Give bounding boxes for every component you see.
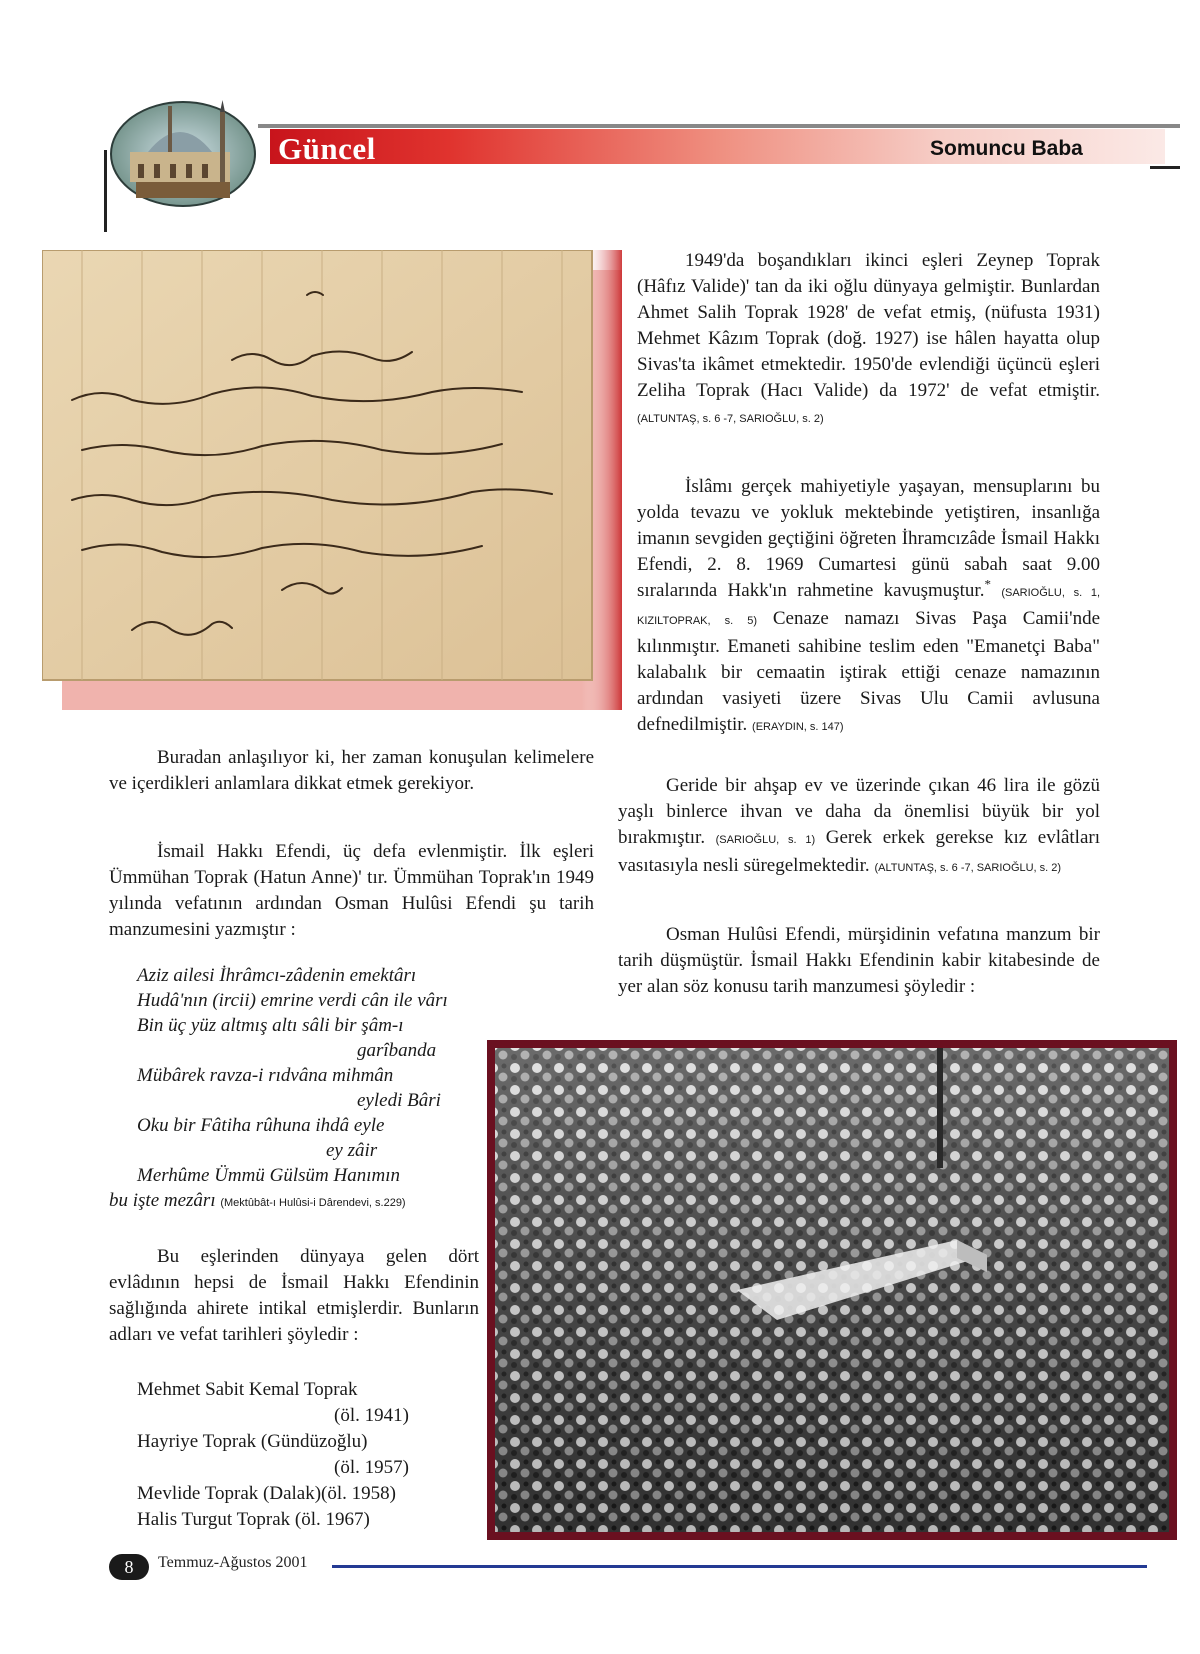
paragraph-children xyxy=(109,1244,479,1348)
list-item: Halis Turgut Toprak (öl. 1967) xyxy=(137,1509,370,1530)
poem-line: bu işte mezârı xyxy=(109,1190,216,1211)
poem-line: Mübârek ravza-i rıdvâna mihmân xyxy=(137,1065,394,1086)
footnote-star: * xyxy=(984,576,991,592)
paragraph-legacy xyxy=(618,773,1100,881)
citation: (Mektûbât-ı Hulûsi-i Dârendevi, s.229) xyxy=(220,1197,406,1209)
paragraph-text: 1949'da boşandıkları ikinci eşleri Zeynep Toprak (Hâfız Valide)' tan da iki oğlu dünyaya gelmiştir. Bunlardan Ahmet Salih Toprak 1928' de vefat etmiş, (nüfusta 1931) Mehmet Kâzım Toprak (doğ. 1927) ise hâlen hayatta olup Sivas'ta ikâmet etmektedir. 1950'de evlendiği üçüncü eşleri Zeliha Toprak (Hacı Valide) da 1972' de vefat etmiştir. xyxy=(637,250,1100,401)
poem-line: Aziz ailesi İhrâmcı-zâdenin emektârı xyxy=(137,965,417,986)
list-item: Mevlide Toprak (Dalak)(öl. 1958) xyxy=(137,1483,396,1504)
paragraph-text: İsmail Hakkı Efendi, üç defa evlenmiştir. İlk eşleri Ümmühan Toprak (Hatun Anne)' tır. Ümmühan Toprak'ın 1949 yılında vefatının ardından Osman Hulûsi Efendi şu tarih manzumesini yazmıştır : xyxy=(109,841,594,940)
poem-line: eyledi Bâri xyxy=(357,1090,441,1111)
list-item-date: (öl. 1941) xyxy=(334,1405,409,1426)
citation: (SARIOĞLU, s. 1) xyxy=(715,834,816,846)
poem-line: ey zâir xyxy=(326,1140,378,1161)
list-item-date: (öl. 1957) xyxy=(334,1457,409,1478)
mosque-logo-icon xyxy=(108,92,258,210)
poem-line-last xyxy=(109,1188,499,1216)
issue-date: Temmuz-Ağustos 2001 xyxy=(158,1554,308,1571)
funeral-crowd-photo xyxy=(487,1040,1177,1540)
magazine-title: Somuncu Baba xyxy=(930,137,1083,160)
paragraph-epitaph-intro xyxy=(618,922,1100,1000)
poem-line: Oku bir Fâtiha rûhuna ihdâ eyle xyxy=(137,1115,385,1136)
paragraph-text-continued: Cenaze namazı Sivas Paşa Camii'nde kılınmıştır. Emaneti sahibine teslim eden "Emanetçi Baba" kalabalık bir cemaatin iştirak ettiği cenaze namazının ardından vasiyeti üzere Sivas Ulu Camii avlusuna defnedilmiştir. xyxy=(637,608,1101,735)
paragraph-death xyxy=(637,474,1100,740)
paragraph-text-continued: Gerek erkek gerekse kız evlâtları vasıtasıyla nesli süregelmektedir. xyxy=(618,827,1100,876)
paragraph-first-wife xyxy=(109,839,594,943)
paragraph-text: Geride bir ahşap ev ve üzerinde çıkan 46 lira ile gözü yaşlı binlerce ihvan ve daha da önemlisi büyük bir yol bırakmıştır. xyxy=(618,775,1100,848)
citation: (SARIOĞLU, s. 1, KIZILTOPRAK, s. 5) xyxy=(637,587,1101,627)
poem-line: Merhûme Ümmü Gülsüm Hanımın xyxy=(137,1165,400,1186)
citation: (ERAYDIN, s. 147) xyxy=(752,721,844,733)
paragraph-marriages xyxy=(637,248,1100,432)
header-rule-right xyxy=(1150,166,1180,169)
paragraph-intro xyxy=(109,745,594,797)
list-item: Hayriye Toprak (Gündüzoğlu) xyxy=(137,1431,368,1452)
paragraph-text: Bu eşlerinden dünyaya gelen dört evlâdının hepsi de İsmail Hakkı Efendinin sağlığında ahirete intikal etmişlerdir. Bunların adları ve vefat tarihleri şöyledir : xyxy=(109,1246,479,1345)
children-list xyxy=(137,1377,467,1533)
citation: (ALTUNTAŞ, s. 6 -7, SARIOĞLU, s. 2) xyxy=(874,862,1062,874)
poem-block xyxy=(109,963,499,1216)
header-rule-vertical xyxy=(104,150,107,232)
list-item: Mehmet Sabit Kemal Toprak xyxy=(137,1379,358,1400)
header-rule-top xyxy=(258,124,1180,128)
section-title: Güncel xyxy=(278,131,376,166)
paragraph-text: Osman Hulûsi Efendi, mürşidinin vefatına manzum bir tarih düşmüştür. İsmail Hakkı Efendinin kabir kitabesinde de yer alan söz konusu tarih manzumesi şöyledir : xyxy=(618,924,1100,997)
paragraph-text: İslâmı gerçek mahiyetiyle yaşayan, mensuplarını bu yolda tevazu ve yokluk mektebinde yetiştiren, insanlığa imanın sevgiden geçtiğini öğreten İhramcızâde İsmail Hakkı Efendi, 2. 8. 1969 Cumartesi günü sabah saat 9.00 sıralarında Hakk'ın rahmetine kavuşmuştur. xyxy=(637,476,1100,601)
poem-line: Hudâ'nın (ircii) emrine verdi cân ile vârı xyxy=(137,990,448,1011)
paragraph-text: Buradan anlaşılıyor ki, her zaman konuşulan kelimelere ve içerdikleri anlamlara dikkat etmek gerekiyor. xyxy=(109,747,594,794)
handwritten-letter-image xyxy=(42,250,622,710)
citation: (ALTUNTAŞ, s. 6 -7, SARIOĞLU, s. 2) xyxy=(637,413,824,425)
page-number: 8 xyxy=(109,1554,149,1580)
footer-rule xyxy=(332,1565,1147,1568)
poem-line: Bin üç yüz altmış altı sâli bir şâm-ı xyxy=(137,1015,404,1036)
poem-line: garîbanda xyxy=(357,1040,437,1061)
